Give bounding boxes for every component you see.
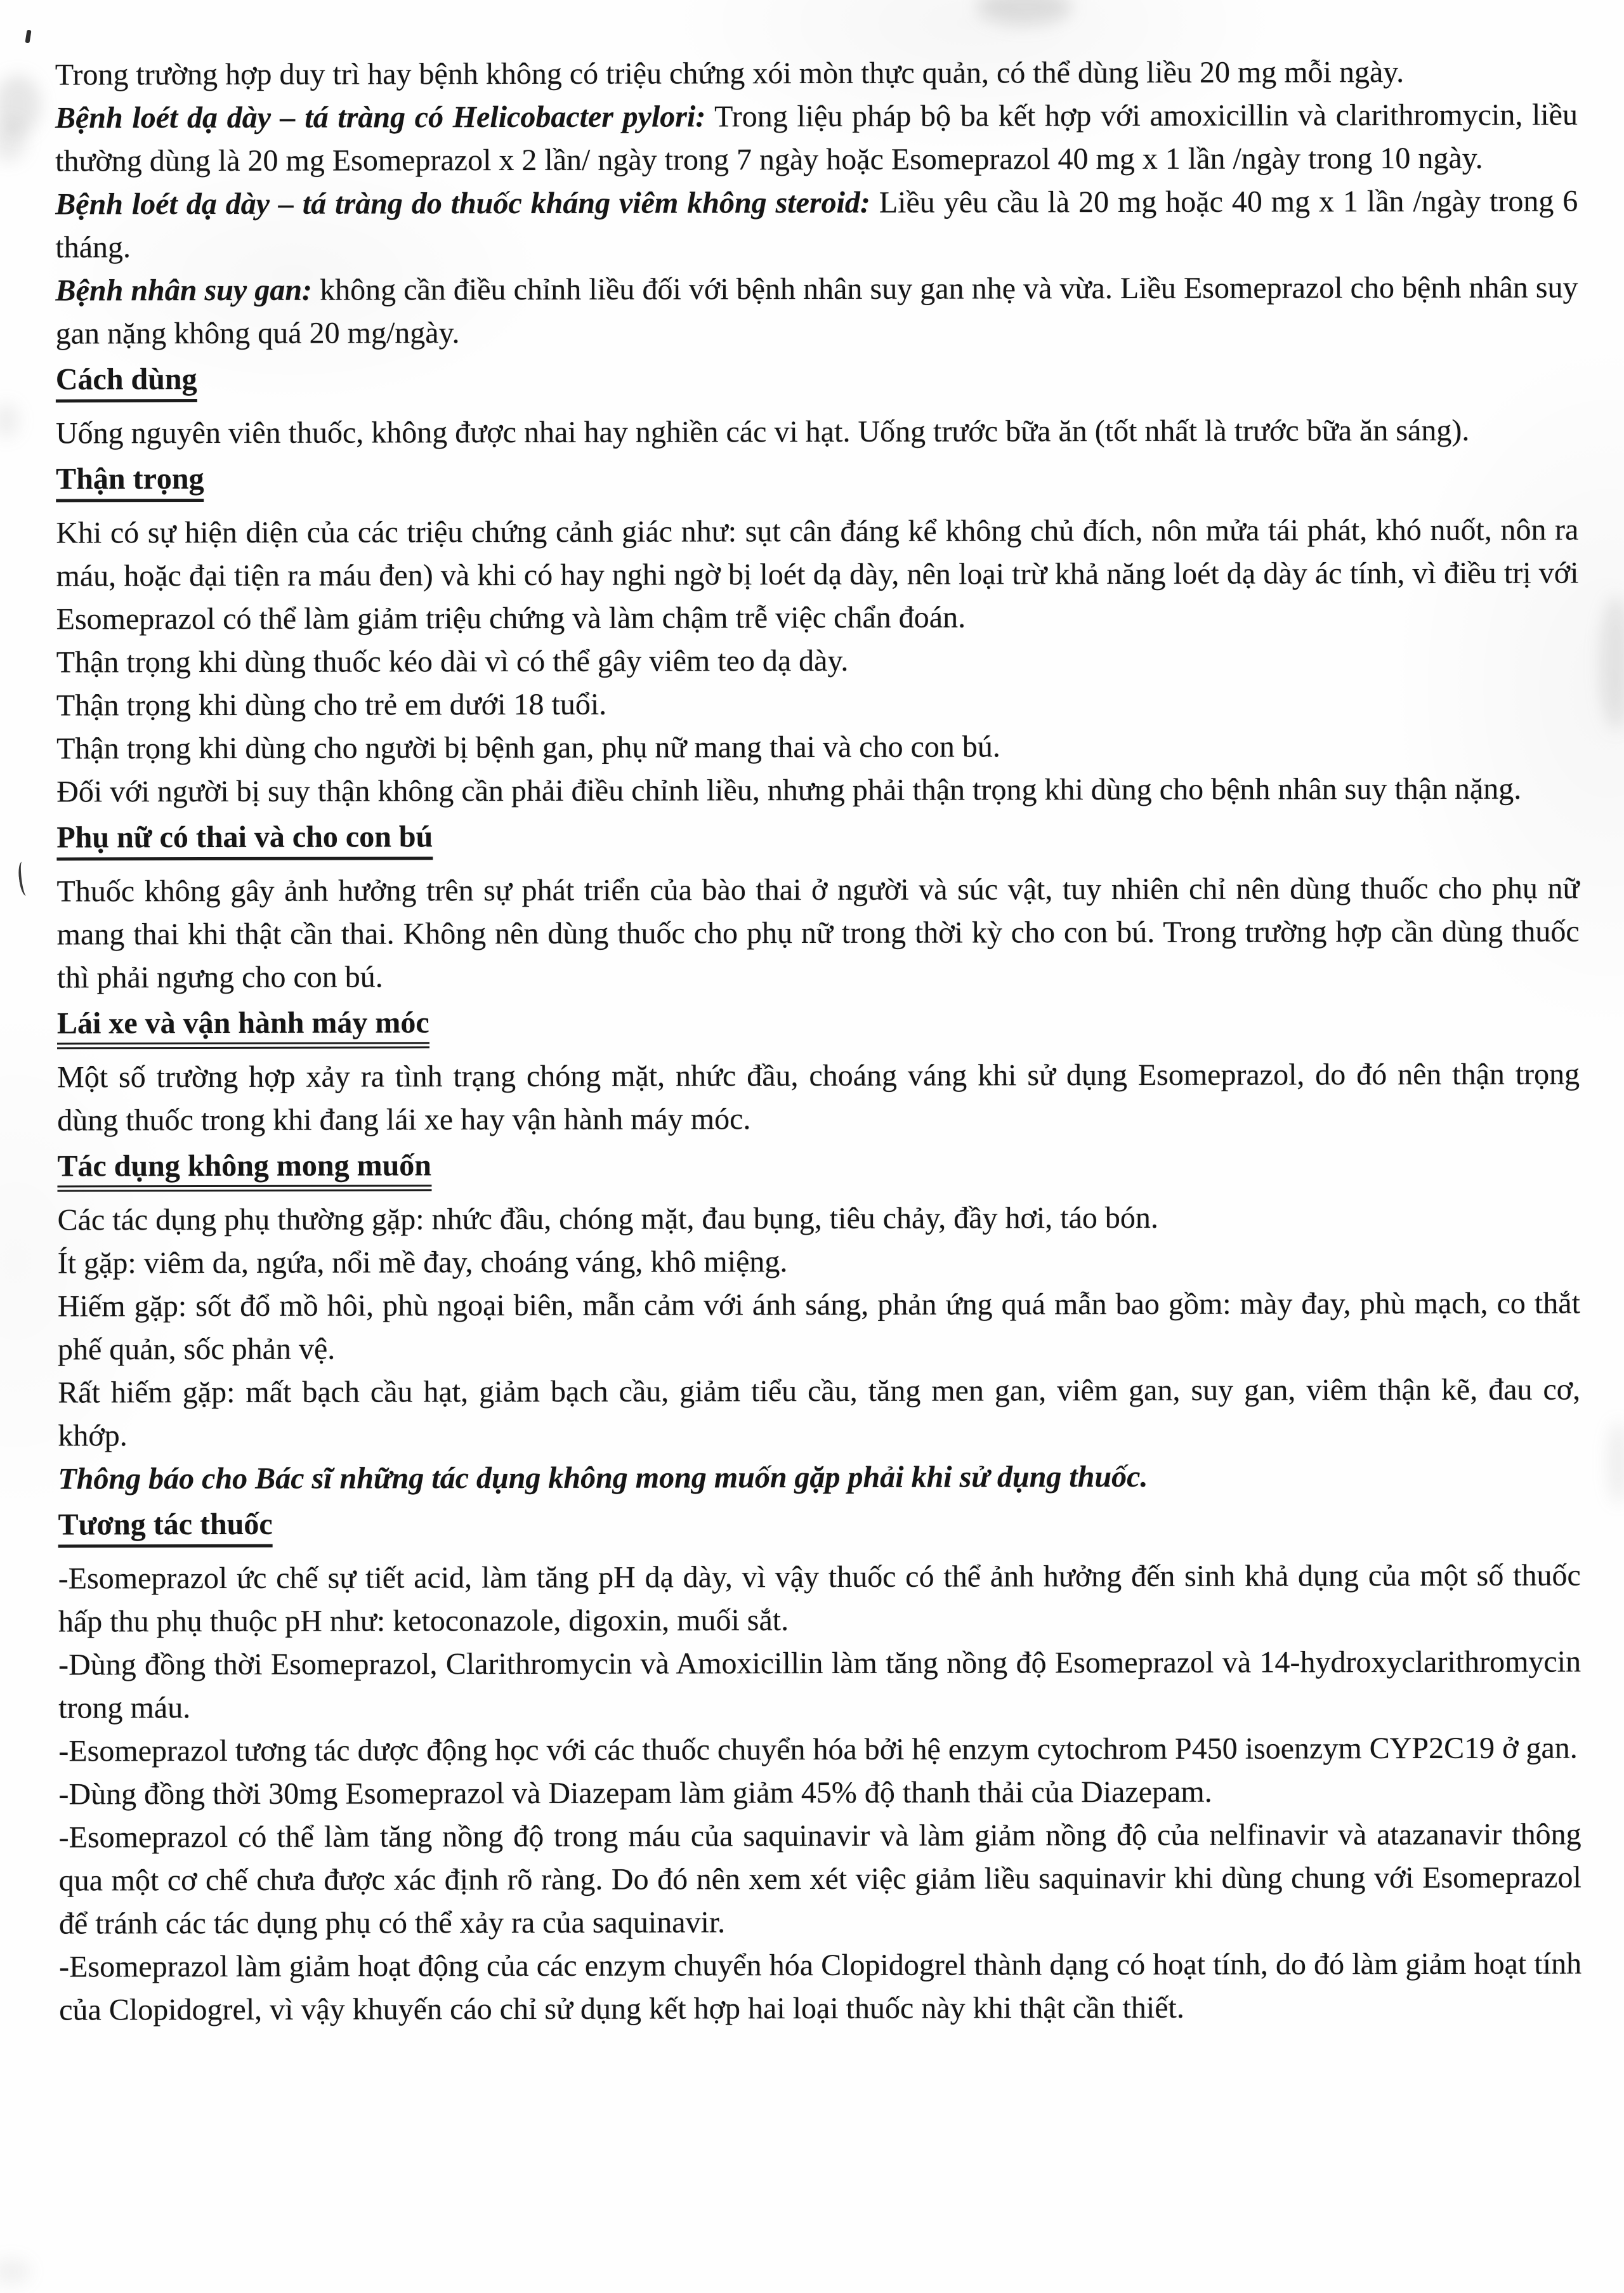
paragraph-text: Thuốc không gây ảnh hưởng trên sự phát triển của bào thai ở người và súc vật, tuy nhiên chỉ nên dùng thuốc cho phụ nữ mang thai khi thật cần thai. Không nên dùng thuốc cho phụ nữ trong thời kỳ cho con bú. Trong trường hợp cần dùng thuốc thì phải ngưng cho con bú. — [56, 871, 1580, 995]
paragraph-nsaid-ulcer — [55, 180, 1578, 269]
paragraph-hepatic-impairment — [55, 266, 1578, 355]
paragraph-lead: Bệnh nhân suy gan: — [55, 273, 313, 308]
heading-text: Phụ nữ có thai và cho con bú — [56, 819, 433, 860]
scan-smudge — [0, 403, 19, 438]
paragraph-interaction-clarithromycin — [58, 1640, 1581, 1730]
section-heading-pregnancy — [56, 817, 1579, 866]
paragraph-text: Hiếm gặp: sốt đổ mồ hôi, phù ngoại biên, mẫn cảm với ánh sáng, phản ứng quá mẫn bao gồm: mày đay, phù mạch, co thắt phế quản, sốc phản vệ. — [57, 1286, 1580, 1367]
paragraph-children — [56, 681, 1579, 727]
paragraph-lead: Bệnh loét dạ dày – tá tràng do thuốc kháng viêm không steroid: — [55, 185, 870, 221]
paragraph-very-rare-effects — [58, 1368, 1580, 1457]
paragraph-text: Khi có sự hiện diện của các triệu chứng cảnh giác như: sụt cân đáng kể không chủ đích, nôn mửa tái phát, khó nuốt, nôn ra máu, hoặc đại tiện ra máu đen) và khi có hay nghi ngờ bị loét dạ dày, nên loại trừ khả năng loét dạ dày ác tính, vì điều trị với Esomeprazol có thể làm giảm triệu chứng và làm chậm trễ việc chẩn đoán. — [56, 513, 1579, 636]
paragraph-liver-pregnancy — [56, 724, 1579, 770]
paragraph-text: -Esomeprazol làm giảm hoạt động của các enzym chuyển hóa Clopidogrel thành dạng có hoạt tính, do đó làm giảm hoạt tính của Clopidogrel, vì vậy khuyến cáo chỉ sử dụng kết hợp hai loại thuốc này khi thật cần thiết. — [58, 1947, 1582, 2027]
paragraph-text: Thận trọng khi dùng cho người bị bệnh gan, phụ nữ mang thai và cho con bú. — [56, 730, 1000, 766]
paragraph-text: Thông báo cho Bác sĩ những tác dụng không mong muốn gặp phải khi sử dụng thuốc. — [58, 1459, 1148, 1496]
paragraph-text: -Esomeprazol tương tác dược động học với các thuốc chuyển hóa bởi hệ enzym cytochrom P450 isoenzym CYP2C19 ở gan. — [58, 1731, 1578, 1768]
heading-text: Tương tác thuốc — [58, 1507, 273, 1548]
section-heading-precautions — [56, 458, 1578, 508]
paragraph-driving — [57, 1053, 1580, 1142]
paragraph-text: Liều yêu cầu là 20 mg hoặc 40 mg x 1 lần /ngày trong 6 tháng. — [55, 184, 1578, 265]
scan-artifact-paren — [17, 861, 31, 897]
scan-artifact-tick — [25, 30, 31, 44]
section-heading-usage — [56, 358, 1578, 408]
paragraph-text: Đối với người bị suy thận không cần phải điều chỉnh liều, nhưng phải thận trọng khi dùng cho bệnh nhân suy thận nặng. — [56, 772, 1522, 809]
heading-text: Lái xe và vận hành máy móc — [57, 1005, 429, 1049]
paragraph-usage — [56, 409, 1578, 455]
scan-smudge — [1600, 596, 1624, 730]
scan-smudge — [977, 0, 1072, 25]
paragraph-interaction-diazepam — [58, 1770, 1581, 1816]
paragraph-hp-ulcer — [55, 93, 1578, 183]
paragraph-text: Trong liệu pháp bộ ba kết hợp với amoxicillin và clarithromycin, liều thường dùng là 20 mg Esomeprazol x 2 lần/ ngày trong 7 ngày hoặc Esomeprazol 40 mg x 1 lần /ngày trong 10 ngày. — [55, 98, 1578, 178]
paragraph-text: Thận trọng khi dùng thuốc kéo dài vì có thể gây viêm teo dạ dày. — [56, 643, 849, 680]
paragraph-text: -Esomeprazol ức chế sự tiết acid, làm tăng pH dạ dày, vì vậy thuốc có thể ảnh hưởng đến sinh khả dụng của một số thuốc hấp thu phụ thuộc pH như: ketoconazole, digoxin, muối sắt. — [58, 1558, 1581, 1639]
paragraph-text: -Dùng đồng thời Esomeprazol, Clarithromycin và Amoxicillin làm tăng nồng độ Esomeprazol và 14-hydroxyclarithromycin trong máu. — [58, 1645, 1581, 1725]
paragraph-longterm-use — [56, 638, 1579, 684]
paragraph-interaction-ph — [58, 1554, 1581, 1643]
scan-smudge — [0, 2259, 30, 2284]
paragraph-interaction-saquinavir — [59, 1813, 1581, 1945]
paragraph-text: Các tác dụng phụ thường gặp: nhức đầu, chóng mặt, đau bụng, tiêu chảy, đầy hơi, táo bón. — [57, 1200, 1158, 1237]
scan-smudge — [1608, 1421, 1624, 1504]
paragraph-text: Ít gặp: viêm da, ngứa, nổi mề đay, choáng váng, khô miệng. — [57, 1245, 788, 1280]
document-text — [55, 50, 1582, 2032]
paragraph-lead: Bệnh loét dạ dày – tá tràng có Helicobacter pylori: — [55, 100, 706, 135]
heading-text: Tác dụng không mong muốn — [57, 1148, 431, 1192]
paragraph-renal — [56, 767, 1579, 813]
paragraph-interaction-clopidogrel — [59, 1942, 1581, 2032]
paragraph-uncommon-effects — [58, 1238, 1580, 1285]
section-heading-driving — [57, 1002, 1580, 1052]
paragraph-text: không cần điều chỉnh liều đối với bệnh nhân suy gan nhẹ và vừa. Liều Esomeprazol cho bệnh nhân suy gan nặng không quá 20 mg/ngày. — [55, 270, 1578, 351]
paragraph-rare-effects — [58, 1282, 1580, 1371]
paragraph-pregnancy — [56, 867, 1579, 999]
paragraph-text: Thận trọng khi dùng cho trẻ em dưới 18 tuổi. — [56, 687, 607, 723]
paragraph-common-effects — [58, 1195, 1580, 1242]
paragraph-text: Uống nguyên viên thuốc, không được nhai hay nghiền các vi hạt. Uống trước bữa ăn (tốt nhất là trước bữa ăn sáng). — [55, 413, 1470, 450]
paragraph-notify-doctor — [58, 1454, 1580, 1501]
paragraph-maintenance-dose — [55, 50, 1578, 96]
paragraph-text: -Esomeprazol có thể làm tăng nồng độ trong máu của saquinavir và làm giảm nồng độ của nelfinavir và atazanavir thông qua một cơ chế chưa được xác định rõ ràng. Do đó nên xem xét việc giảm liều saquinavir khi dùng chung với Esomeprazol để tránh các tác dụng phụ có thể xảy ra của saquinavir. — [58, 1817, 1581, 1941]
section-heading-side-effects — [57, 1145, 1580, 1195]
section-heading-interactions — [58, 1504, 1581, 1553]
heading-text: Thận trọng — [56, 461, 204, 502]
paragraph-text: Rất hiếm gặp: mất bạch cầu hạt, giảm bạch cầu, giảm tiểu cầu, tăng men gan, viêm gan, suy gan, viêm thận kẽ, đau cơ, khớp. — [58, 1372, 1581, 1453]
paragraph-text: -Dùng đồng thời 30mg Esomeprazol và Diazepam làm giảm 45% độ thanh thải của Diazepam. — [58, 1775, 1212, 1811]
paragraph-text: Trong trường hợp duy trì hay bệnh không có triệu chứng xói mòn thực quản, có thể dùng liều 20 mg mỗi ngày. — [55, 55, 1405, 92]
paragraph-interaction-cyp2c19 — [58, 1726, 1581, 1773]
paragraph-text: Một số trường hợp xảy ra tình trạng chóng mặt, nhức đầu, choáng váng khi sử dụng Esomeprazol, do đó nên thận trọng dùng thuốc trong khi đang lái xe hay vận hành máy móc. — [57, 1057, 1580, 1138]
paragraph-warning-symptoms — [56, 508, 1578, 641]
heading-text: Cách dùng — [56, 362, 197, 402]
